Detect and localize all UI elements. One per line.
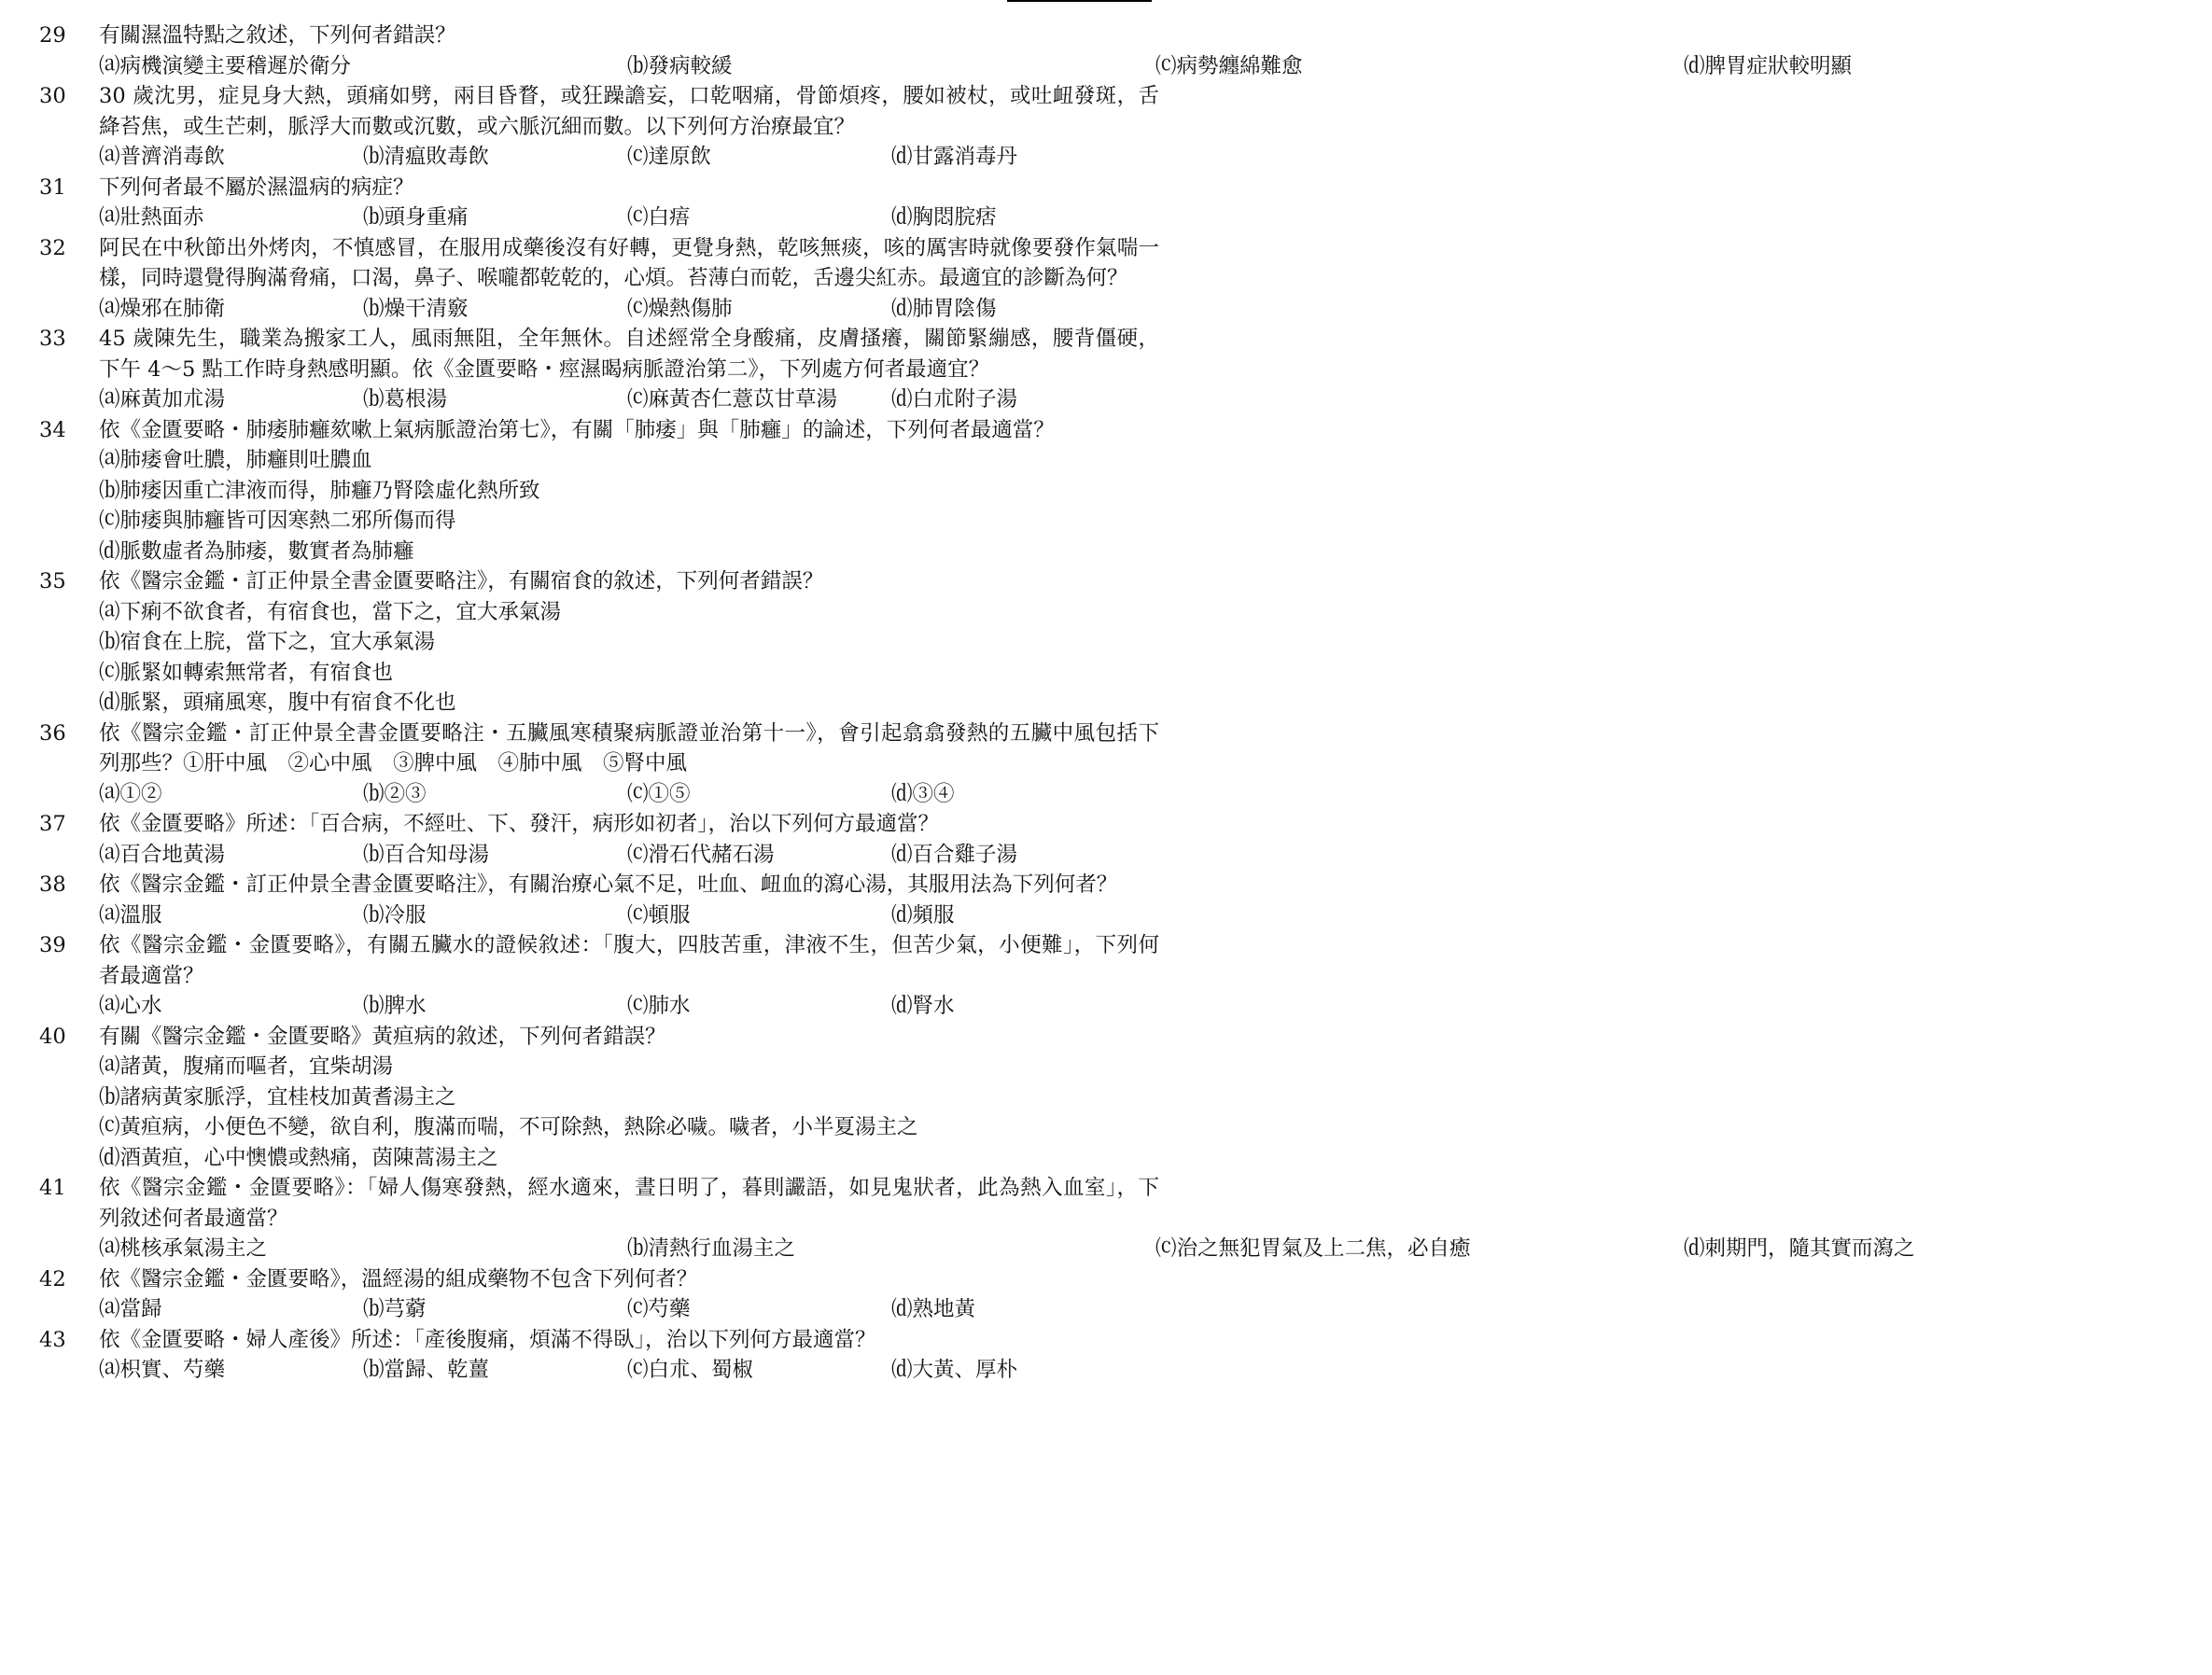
answer-options: [99, 294, 1159, 325]
answer-option-c: ⒞頓服: [627, 902, 691, 928]
answer-options: [99, 445, 1159, 566]
answer-options: [99, 142, 1159, 173]
answer-option-a: ⒜枳實、芍藥: [99, 1358, 226, 1382]
question-40: [39, 1022, 1159, 1174]
question-stem: 依《醫宗金鑑・金匱要略》，溫經湯的組成藥物不包含下列何者？: [99, 1266, 698, 1291]
answer-option-b: ⒝脾水: [363, 994, 427, 1018]
question-number: 33: [39, 327, 66, 351]
answer-option-a: ⒜病機演變主要稽遲於衛分: [99, 53, 352, 78]
answer-option-d: ⒟甘露消毒丹: [891, 145, 1018, 169]
answer-option-d: ⒟酒黃疸，心中懊憹或熱痛，茵陳蒿湯主之: [99, 1145, 498, 1170]
answer-option-a: ⒜燥邪在肺衛: [99, 296, 226, 321]
question-number: 35: [39, 569, 66, 593]
answer-option-c: ⒞燥熱傷肺: [627, 296, 733, 321]
question-stem: 有關《醫宗金鑑・金匱要略》黃疸病的敘述，下列何者錯誤？: [99, 1024, 666, 1049]
question-41: [39, 1173, 1915, 1264]
answer-option-a: ⒜麻黃加朮湯: [99, 387, 226, 412]
answer-option-c: ⒞治之無犯胃氣及上二焦，必自癒: [1155, 1236, 1471, 1261]
answer-options: [99, 779, 1159, 810]
question-37: [39, 809, 1159, 870]
answer-option-d: ⒟胸悶脘痞: [891, 205, 997, 230]
answer-option-a: ⒜桃核承氣湯主之: [99, 1236, 268, 1261]
question-number: 39: [39, 933, 66, 957]
question-number: 41: [39, 1176, 66, 1200]
answer-option-b: ⒝發病較緩: [627, 53, 733, 78]
question-35: [39, 566, 1159, 719]
answer-option-b: ⒝芎藭: [363, 1297, 427, 1321]
question-number: 32: [39, 235, 66, 260]
answer-option-c: ⒞黃疸病，小便色不變，欲自利，腹滿而喘，不可除熱，熱除必噦。噦者，小半夏湯主之: [99, 1115, 918, 1139]
question-39: [39, 930, 1159, 1022]
answer-option-d: ⒟大黃、厚朴: [891, 1358, 1018, 1382]
answer-options: [99, 51, 1853, 82]
question-34: [39, 415, 1159, 567]
question-stem: 阿民在中秋節出外烤肉，不慎感冒，在服用成藥後沒有好轉，更覺身熱，乾咳無痰，咳的厲害時就像要發作氣喘一樣，同時還覺得胸滿脅痛，口渴，鼻子、喉嚨都乾乾的，心煩。苔薄白而乾，舌邊尖紅赤。最適宜的診斷為何？: [99, 235, 1159, 290]
question-42: [39, 1264, 1159, 1325]
answer-option-c: ⒞肺水: [627, 994, 691, 1018]
answer-option-a: ⒜諸黃，腹痛而嘔者，宜柴胡湯: [99, 1054, 394, 1079]
answer-option-c: ⒞滑石代赭石湯: [627, 842, 775, 867]
question-number: 31: [39, 174, 66, 200]
question-number: 29: [39, 23, 66, 48]
answer-option-b: ⒝百合知母湯: [363, 842, 490, 867]
question-stem: 依《金匱要略・婦人產後》所述：「產後腹痛，煩滿不得臥」，治以下列何方最適當？: [99, 1327, 876, 1352]
answer-option-c: ⒞芍藥: [627, 1297, 691, 1321]
answer-option-b: ⒝②③: [363, 781, 427, 806]
answer-options: [99, 1355, 1159, 1386]
answer-option-c: ⒞肺痿與肺癰皆可因寒熱二邪所傷而得: [99, 509, 456, 533]
question-stem: 依《醫宗金鑑・訂正仲景全書金匱要略注》，有關宿食的敘述，下列何者錯誤？: [99, 569, 824, 593]
answer-option-a: ⒜肺痿會吐膿，肺癰則吐膿血: [99, 448, 372, 472]
question-stem: 依《醫宗金鑑・金匱要略》，有關五臟水的證候敘述：「腹大，四肢苦重，津液不生，但苦少氣，小便難」，下列何者最適當？: [99, 933, 1159, 988]
answer-option-d: ⒟肺胃陰傷: [891, 296, 997, 321]
question-stem: 依《醫宗金鑑・訂正仲景全書金匱要略注・五臟風寒積聚病脈證並治第十一》，會引起翕翕發熱的五臟中風包括下列那些？①肝中風 ②心中風 ③脾中風 ④肺中風 ⑤腎中風: [99, 720, 1159, 775]
answer-option-a: ⒜①②: [99, 781, 162, 806]
answer-option-b: ⒝葛根湯: [363, 387, 448, 412]
question-stem: 依《醫宗金鑑・金匱要略》：「婦人傷寒發熱，經水適來，晝日明了，暮則讝語，如見鬼狀者，此為熱入血室」，下列敘述何者最適當？: [99, 1176, 1159, 1231]
answer-option-c: ⒞達原飲: [627, 145, 712, 169]
answer-option-d: ⒟脈緊，頭痛風寒，腹中有宿食不化也: [99, 691, 456, 715]
answer-option-b: ⒝冷服: [363, 902, 427, 928]
question-number: 34: [39, 417, 66, 442]
answer-option-d: ⒟腎水: [891, 994, 955, 1018]
answer-option-a: ⒜心水: [99, 994, 162, 1018]
answer-options: [99, 991, 1159, 1022]
answer-option-a: ⒜下痢不欲食者，有宿食也，當下之，宜大承氣湯: [99, 599, 562, 624]
question-number: 40: [39, 1024, 66, 1049]
question-number: 42: [39, 1266, 66, 1291]
answer-options: [99, 1234, 1915, 1264]
answer-options: [99, 202, 1159, 233]
question-number: 37: [39, 812, 66, 836]
question-stem: 依《金匱要略・肺痿肺癰欬嗽上氣病脈證治第七》，有關「肺痿」與「肺癰」的論述，下列何者最適當？: [99, 417, 1055, 442]
answer-option-c: ⒞白痦: [627, 205, 691, 230]
question-stem: 下列何者最不屬於濕溫病的病症？: [99, 174, 414, 200]
question-number: 43: [39, 1327, 66, 1352]
question-32: [39, 233, 1159, 325]
answer-options: [99, 384, 1159, 415]
answer-option-d: ⒟脈數虛者為肺痿，數實者為肺癰: [99, 538, 414, 564]
question-number: 36: [39, 720, 66, 746]
answer-options: [99, 597, 1159, 719]
answer-option-c: ⒞白朮、蜀椒: [627, 1358, 754, 1382]
question-stem: 30 歲沈男，症見身大熱，頭痛如劈，兩目昏瞀，或狂躁譫妄，口乾咽痛，骨節煩疼，腰如被杖，或吐衄發斑，舌絳苔焦，或生芒刺，脈浮大而數或沉數，或六脈沉細而數。以下列何方治療最宜？: [99, 84, 1159, 139]
answer-option-a: ⒜普濟消毒飲: [99, 145, 226, 169]
question-31: [39, 173, 1159, 233]
answer-option-c: ⒞脈緊如轉索無常者，有宿食也: [99, 660, 394, 685]
answer-option-c: ⒞麻黃杏仁薏苡甘草湯: [627, 387, 838, 412]
exam-page: [39, 21, 1915, 1386]
answer-option-b: ⒝諸病黃家脈浮，宜桂枝加黃耆湯主之: [99, 1084, 456, 1110]
answer-option-c: ⒞①⑤: [627, 781, 691, 806]
answer-option-a: ⒜百合地黃湯: [99, 842, 226, 867]
question-number: 30: [39, 84, 66, 108]
answer-options: [99, 840, 1159, 871]
answer-option-b: ⒝當歸、乾薑: [363, 1358, 490, 1382]
top-rule: [1007, 0, 1152, 2]
answer-option-b: ⒝燥干清竅: [363, 296, 469, 321]
question-stem: 依《醫宗金鑑・訂正仲景全書金匱要略注》，有關治療心氣不足，吐血、衄血的瀉心湯，其服用法為下列何者？: [99, 872, 1118, 897]
question-stem: 45 歲陳先生，職業為搬家工人，風雨無阻，全年無休。自述經常全身酸痛，皮膚搔癢，關節緊繃感，腰背僵硬，下午 4～5 點工作時身熱感明顯。依《金匱要略・痙濕暍病脈證治第二》，下列處方何者最適宜？: [99, 327, 1159, 382]
question-43: [39, 1325, 1159, 1386]
answer-option-d: ⒟脾胃症狀較明顯: [1684, 53, 1853, 78]
question-36: [39, 719, 1159, 810]
answer-option-b: ⒝清瘟敗毒飲: [363, 145, 490, 169]
question-stem: 依《金匱要略》所述：「百合病，不經吐、下、發汗，病形如初者」，治以下列何方最適當？: [99, 812, 940, 836]
answer-option-a: ⒜壯熱面赤: [99, 205, 204, 230]
answer-option-a: ⒜當歸: [99, 1297, 162, 1321]
answer-option-d: ⒟百合雞子湯: [891, 842, 1018, 867]
answer-option-d: ⒟刺期門，隨其實而瀉之: [1684, 1236, 1915, 1261]
question-stem: 有關濕溫特點之敘述，下列何者錯誤？: [99, 23, 456, 48]
answer-option-d: ⒟熟地黃: [891, 1297, 976, 1321]
answer-options: [99, 1294, 1159, 1325]
answer-options: [99, 900, 1159, 931]
answer-option-d: ⒟白朮附子湯: [891, 387, 1018, 412]
answer-option-d: ⒟③④: [891, 781, 955, 806]
question-38: [39, 870, 1159, 930]
answer-option-d: ⒟頻服: [891, 902, 955, 928]
answer-option-b: ⒝清熱行血湯主之: [627, 1236, 796, 1261]
question-33: [39, 324, 1159, 415]
question-number: 38: [39, 872, 66, 897]
answer-option-a: ⒜溫服: [99, 902, 162, 928]
answer-option-b: ⒝肺痿因重亡津液而得，肺癰乃腎陰虛化熱所致: [99, 478, 540, 503]
question-30: [39, 81, 1159, 173]
answer-option-b: ⒝宿食在上脘，當下之，宜大承氣湯: [99, 630, 436, 654]
answer-option-c: ⒞病勢纏綿難愈: [1155, 53, 1303, 78]
answer-option-b: ⒝頭身重痛: [363, 205, 469, 230]
question-29: [39, 21, 1853, 81]
answer-options: [99, 1052, 1159, 1173]
